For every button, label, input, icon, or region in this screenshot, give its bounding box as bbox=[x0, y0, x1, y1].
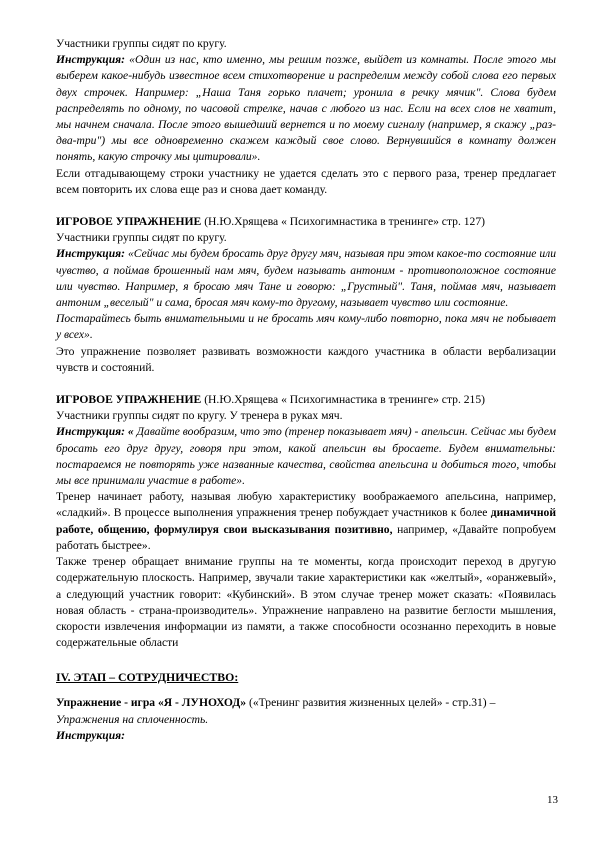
section2-instruction-cont: Постарайтесь быть внимательными и не бросать мяч кому-либо повторно, пока мяч не побывает у всех». bbox=[56, 312, 556, 342]
document-page bbox=[56, 36, 556, 744]
heading-reference: (Н.Ю.Хрящева « Психогимнастика в тренинге» стр. 127) bbox=[201, 215, 485, 229]
paragraph-end: например, «Давайте попробуем работать быстрее». bbox=[56, 522, 556, 552]
spacer bbox=[56, 651, 556, 667]
section4-subtitle: Упражнения на сплоченность. bbox=[56, 712, 209, 726]
heading-bold: Упражнение - игра «Я - ЛУНОХОД» bbox=[56, 696, 247, 710]
section2-heading bbox=[56, 214, 556, 230]
spacer bbox=[56, 198, 556, 214]
section4-instruction-label: Инструкция: bbox=[56, 728, 126, 742]
instruction-text: «Один из нас, кто именно, мы решим позже, выйдет из комнаты. После этого мы выберем какое-нибудь известное всем стихотворение и распределим между собой слова его первых двух строчек. Например: „Наша Таня горько плачет; уронила в речку мячик". Слова будем распределять по одному, по часовой стрелке, начав с любого из нас. Если на всех слов не хватит, мы начнем сначала. После этого вышедший вернется и по моему сигналу (например, я скажу „раз-два-три") мы все одновременно скажем каждый свое слово. Вернувшийся в комнату должен понять, какую строчку мы цитировали». bbox=[56, 53, 556, 164]
heading-reference: (Н.Ю.Хрящева « Психогимнастика в тренинге» стр. 215) bbox=[201, 393, 485, 407]
section4-heading bbox=[56, 695, 556, 711]
section1-intro: Участники группы сидят по кругу. bbox=[56, 37, 227, 50]
section2-instruction bbox=[56, 246, 556, 311]
section3-paragraph-1 bbox=[56, 489, 556, 554]
section3-heading bbox=[56, 392, 556, 408]
spacer bbox=[56, 376, 556, 392]
section3-intro: Участники группы сидят по кругу. У тренера в руках мяч. bbox=[56, 409, 343, 423]
heading-bold: ИГРОВОЕ УПРАЖНЕНИЕ bbox=[56, 215, 202, 229]
instruction-label: Инструкция: « bbox=[56, 425, 134, 439]
section1-instruction bbox=[56, 52, 556, 165]
stage-heading: IV. ЭТАП – СОТРУДНИЧЕСТВО: bbox=[56, 670, 239, 685]
instruction-label: Инструкция: bbox=[56, 247, 126, 261]
section2-note: Это упражнение позволяет развивать возможности каждого участника в области вербализации чувств и состояний. bbox=[56, 344, 556, 374]
section3-instruction bbox=[56, 424, 556, 489]
instruction-text: «Сейчас мы будем бросать друг другу мяч, называя при этом какое-то состояние или чувство, а поймав брошенный нам мяч, будем называть антоним - противоположное состояние или чувство. Например, я бросаю мяч Тане и говорю: „Грустный". Таня, поймав мяч, называет антоним „веселый" и сама, бросая мяч кому-то другому, называет чувство или состояние. bbox=[56, 247, 556, 310]
section2-intro: Участники группы сидят по кругу. bbox=[56, 231, 227, 245]
instruction-label: Инструкция: bbox=[56, 53, 126, 67]
page-number: 13 bbox=[547, 794, 558, 806]
paragraph-start: Тренер начинает работу, называя любую характеристику воображаемого апельсина, например, «сладкий». В процессе выполнения упражнения тренер побуждает участников к более bbox=[56, 490, 556, 520]
paragraph-bold: динамичной работе, общению, формулируя свои высказывания позитивно, bbox=[56, 506, 556, 536]
section3-paragraph-2: Также тренер обращает внимание группы на те моменты, когда происходит переход в другую содержательную плоскость. Например, звучали такие характеристики как «желтый», «оранжевый», а следующий участник говорит: «Кубинский». В этом случае тренер может сказать: «Появилась новая область - страна-производитель». Упражнение направлено на развитие беглости мышления, скорости извлечения информации из памяти, а также способности осознанно переходить в новые содержательные области bbox=[56, 555, 556, 650]
instruction-text: Давайте вообразим, что это (тренер показывает мяч) - апельсин. Сейчас мы будем бросать его друг другу, говоря при этом, какой апельсин вы бросаете. Будем внимательны: постараемся не повторять уже названные качества, свойства апельсина и добиться того, чтобы мы все принимали участие в работе». bbox=[56, 425, 556, 488]
section1-note: Если отгадывающему строки участнику не удается сделать это с первого раза, тренер предлагает всем повторить их слова еще раз и снова дает команду. bbox=[56, 166, 556, 196]
heading-bold: ИГРОВОЕ УПРАЖНЕНИЕ bbox=[56, 393, 202, 407]
heading-reference: («Тренинг развития жизненных целей» - стр.31) – bbox=[246, 696, 496, 710]
